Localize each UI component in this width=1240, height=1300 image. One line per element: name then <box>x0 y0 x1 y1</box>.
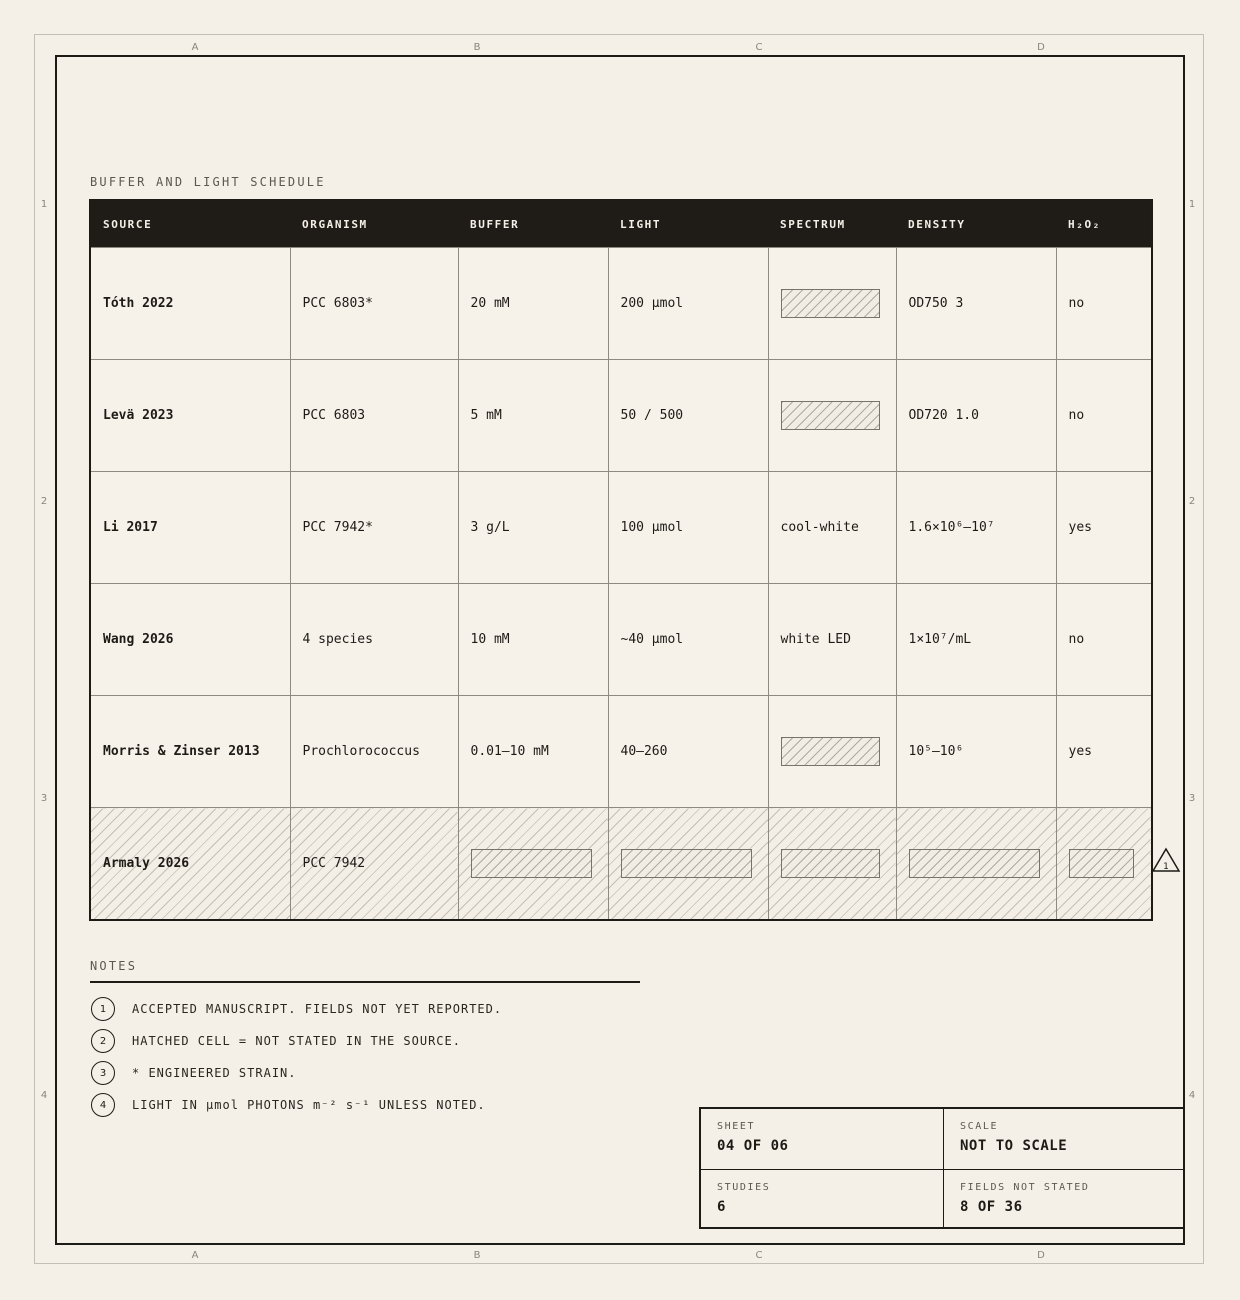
cell-buffer <box>458 808 608 921</box>
sheet-label: SHEET <box>717 1121 756 1132</box>
cell-density: OD750 3 <box>896 248 1056 360</box>
grid-ref-row-2-right: 2 <box>1188 496 1196 507</box>
scale-value: NOT TO SCALE <box>960 1138 1068 1154</box>
cell-light: ~40 µmol <box>608 584 768 696</box>
cell-light <box>608 808 768 921</box>
cell-spectrum <box>768 248 896 360</box>
not-stated-hatch <box>781 289 880 318</box>
grid-ref-row-1-right: 1 <box>1188 199 1196 210</box>
notes-title: NOTES <box>90 959 138 973</box>
cell-h2o2: no <box>1056 584 1152 696</box>
table-row <box>90 360 1152 472</box>
cell-density <box>896 808 1056 921</box>
not-stated-hatch <box>621 849 752 878</box>
studies-value: 6 <box>717 1199 726 1215</box>
cell-spectrum <box>768 360 896 472</box>
table-header-row <box>90 200 1152 248</box>
grid-ref-col-c-top: C <box>755 42 763 53</box>
cell-light: 200 µmol <box>608 248 768 360</box>
cell-h2o2: no <box>1056 248 1152 360</box>
cell-source: Morris & Zinser 2013 <box>90 696 290 808</box>
note-number: 2 <box>91 1029 115 1053</box>
not-stated-hatch <box>1069 849 1134 878</box>
cell-source: Tóth 2022 <box>90 248 290 360</box>
notes-divider <box>90 981 640 983</box>
col-header-density: DENSITY <box>896 200 1056 248</box>
cell-buffer: 10 mM <box>458 584 608 696</box>
note-text: * ENGINEERED STRAIN. <box>132 1066 297 1080</box>
cell-organism: 4 species <box>290 584 458 696</box>
grid-ref-col-b-bottom: B <box>473 1250 481 1261</box>
sheet-value: 04 OF 06 <box>717 1138 789 1154</box>
scale-label: SCALE <box>960 1121 999 1132</box>
cell-organism: PCC 6803* <box>290 248 458 360</box>
not-stated-hatch <box>781 849 880 878</box>
title-block <box>699 1107 1185 1229</box>
cell-spectrum <box>768 696 896 808</box>
schedule-title: BUFFER AND LIGHT SCHEDULE <box>90 175 326 189</box>
grid-ref-row-2-left: 2 <box>40 496 48 507</box>
cell-density: 10⁵–10⁶ <box>896 696 1056 808</box>
note-item <box>91 1093 486 1117</box>
cell-source: Li 2017 <box>90 472 290 584</box>
col-header-buffer: BUFFER <box>458 200 608 248</box>
cell-h2o2: yes <box>1056 696 1152 808</box>
col-header-light: LIGHT <box>608 200 768 248</box>
cell-spectrum <box>768 808 896 921</box>
note-number: 1 <box>91 997 115 1021</box>
fields-not-stated-field <box>943 1169 1185 1229</box>
note-number: 3 <box>91 1061 115 1085</box>
cell-organism: PCC 7942 <box>290 808 458 921</box>
cell-h2o2: yes <box>1056 472 1152 584</box>
cell-light: 50 / 500 <box>608 360 768 472</box>
schedule-table <box>89 199 1153 921</box>
note-number: 4 <box>91 1093 115 1117</box>
grid-ref-col-d-bottom: D <box>1037 1250 1045 1261</box>
not-stated-hatch <box>471 849 592 878</box>
studies-label: STUDIES <box>717 1182 771 1193</box>
fields-not-stated-label: FIELDS NOT STATED <box>960 1182 1090 1193</box>
table-row <box>90 696 1152 808</box>
table-row <box>90 248 1152 360</box>
note-item <box>91 1029 461 1053</box>
col-header-source: SOURCE <box>90 200 290 248</box>
scale-field <box>943 1109 1185 1169</box>
revision-triangle-icon <box>1151 847 1181 873</box>
cell-density: OD720 1.0 <box>896 360 1056 472</box>
studies-field <box>701 1169 943 1229</box>
col-header-organism: ORGANISM <box>290 200 458 248</box>
col-header-h2o2: H₂O₂ <box>1056 200 1152 248</box>
cell-density: 1×10⁷/mL <box>896 584 1056 696</box>
cell-organism: PCC 6803 <box>290 360 458 472</box>
cell-spectrum: cool-white <box>768 472 896 584</box>
note-text: LIGHT IN µmol PHOTONS m⁻² s⁻¹ UNLESS NOTED. <box>132 1098 486 1112</box>
note-item <box>91 1061 297 1085</box>
note-text: ACCEPTED MANUSCRIPT. FIELDS NOT YET REPORTED. <box>132 1002 503 1016</box>
revision-number: 1 <box>1163 862 1169 872</box>
not-stated-hatch <box>781 737 880 766</box>
grid-ref-col-d-top: D <box>1037 42 1045 53</box>
grid-ref-col-a-bottom: A <box>191 1250 199 1261</box>
grid-ref-row-3-right: 3 <box>1188 793 1196 804</box>
cell-source: Wang 2026 <box>90 584 290 696</box>
grid-ref-row-3-left: 3 <box>40 793 48 804</box>
col-header-spectrum: SPECTRUM <box>768 200 896 248</box>
note-item <box>91 997 502 1021</box>
cell-buffer: 0.01–10 mM <box>458 696 608 808</box>
sheet-field <box>701 1109 943 1169</box>
cell-h2o2: no <box>1056 360 1152 472</box>
table-row-pending <box>90 808 1152 921</box>
cell-organism: Prochlorococcus <box>290 696 458 808</box>
grid-ref-row-4-right: 4 <box>1188 1090 1196 1101</box>
not-stated-hatch <box>909 849 1040 878</box>
table-row <box>90 472 1152 584</box>
cell-h2o2 <box>1056 808 1152 921</box>
cell-buffer: 5 mM <box>458 360 608 472</box>
cell-light: 40–260 <box>608 696 768 808</box>
grid-ref-row-1-left: 1 <box>40 199 48 210</box>
cell-density: 1.6×10⁶–10⁷ <box>896 472 1056 584</box>
cell-spectrum: white LED <box>768 584 896 696</box>
grid-ref-row-4-left: 4 <box>40 1090 48 1101</box>
grid-ref-col-a-top: A <box>191 42 199 53</box>
fields-not-stated-value: 8 OF 36 <box>960 1199 1023 1215</box>
table-row <box>90 584 1152 696</box>
note-text: HATCHED CELL = NOT STATED IN THE SOURCE. <box>132 1034 461 1048</box>
not-stated-hatch <box>781 401 880 430</box>
cell-organism: PCC 7942* <box>290 472 458 584</box>
grid-ref-col-b-top: B <box>473 42 481 53</box>
grid-ref-col-c-bottom: C <box>755 1250 763 1261</box>
cell-source: Levä 2023 <box>90 360 290 472</box>
cell-source: Armaly 2026 <box>90 808 290 921</box>
cell-buffer: 3 g/L <box>458 472 608 584</box>
cell-light: 100 µmol <box>608 472 768 584</box>
cell-buffer: 20 mM <box>458 248 608 360</box>
